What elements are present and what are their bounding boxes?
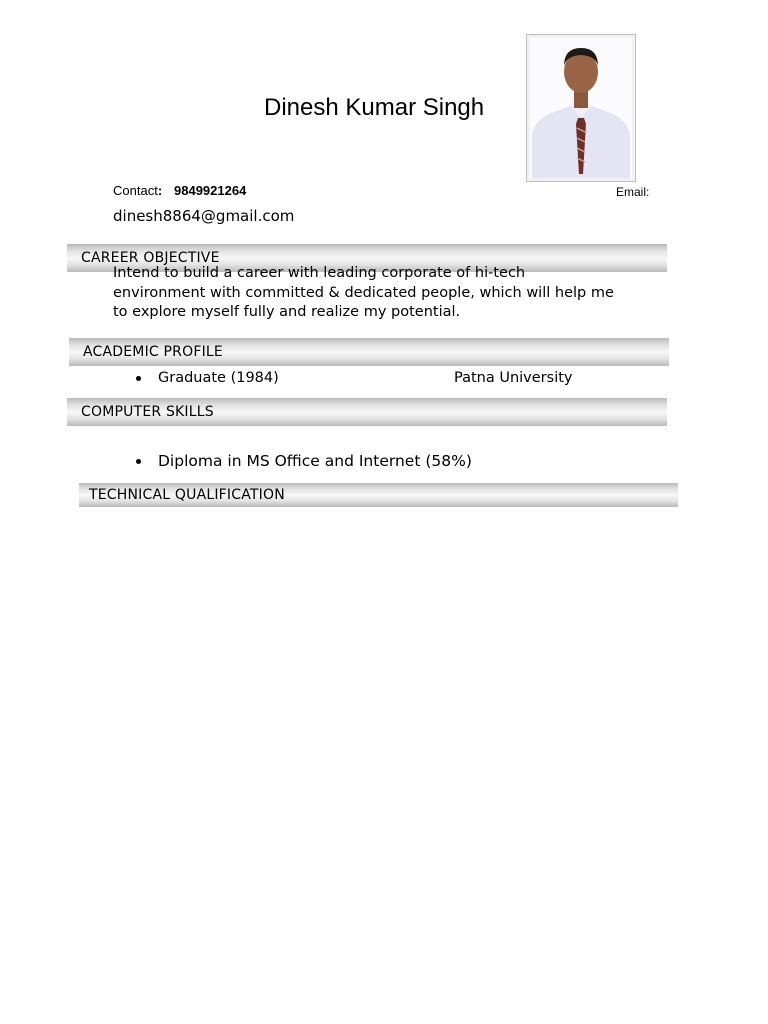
objective-line: to explore myself fully and realize my potential. [113, 304, 461, 320]
contact-label: Contact: [113, 183, 163, 198]
email-label: Email: [616, 185, 650, 199]
section-header-technical-qualification [79, 483, 678, 507]
section-title: ACADEMIC PROFILE [83, 344, 223, 360]
contact-phone: 9849921264 [174, 183, 247, 198]
academic-degree: Graduate (1984) [158, 370, 279, 386]
section-header-academic-profile [69, 338, 669, 366]
academic-list-item [136, 368, 656, 388]
section-title: CAREER OBJECTIVE [81, 250, 220, 266]
objective-line: Intend to build a career with leading corporate of hi-tech [113, 265, 526, 281]
bullet-icon [136, 376, 141, 381]
section-title: COMPUTER SKILLS [81, 404, 214, 420]
profile-photo [526, 34, 636, 182]
candidate-name: Dinesh Kumar Singh [264, 94, 485, 121]
career-objective-text [113, 262, 673, 324]
section-title: TECHNICAL QUALIFICATION [89, 487, 285, 503]
skills-list-item [136, 451, 472, 471]
profile-photo-image [530, 38, 632, 178]
skill-text: Diploma in MS Office and Internet (58%) [158, 452, 472, 470]
section-header-computer-skills [67, 398, 667, 426]
academic-university: Patna University [454, 370, 573, 386]
email-address: dinesh8864@gmail.com [113, 207, 295, 225]
objective-line: environment with committed & dedicated people, which will help me [113, 284, 614, 301]
bullet-icon [136, 459, 141, 464]
